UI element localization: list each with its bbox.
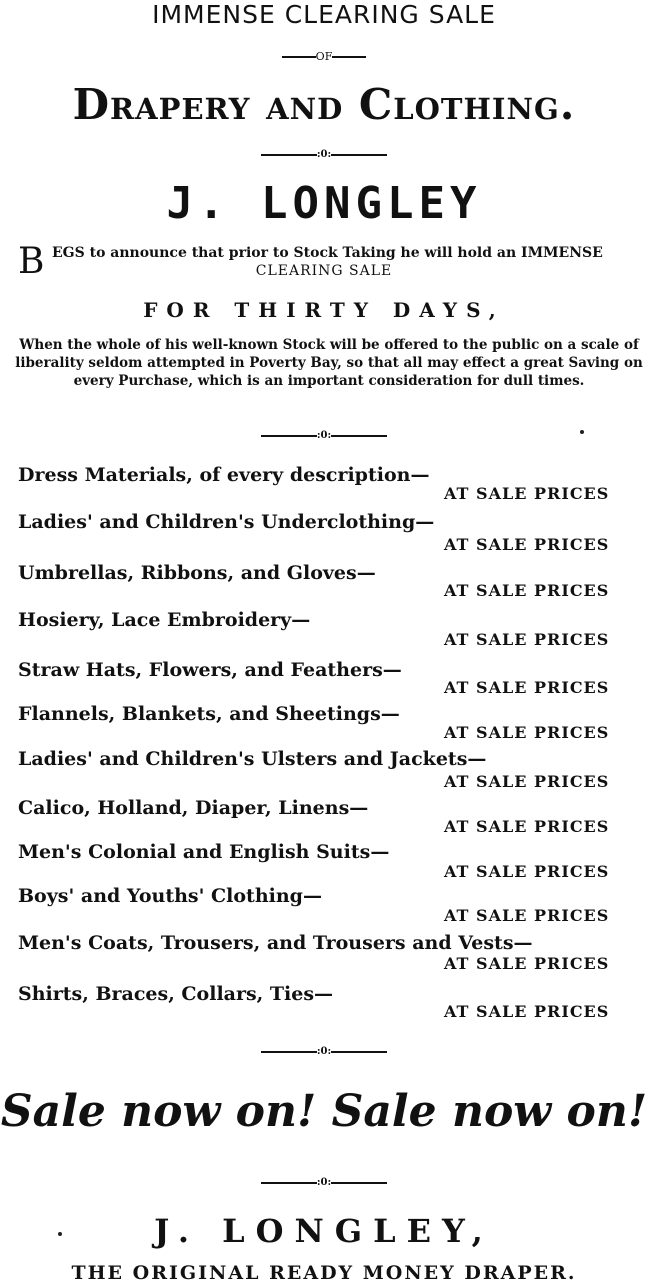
footer-merchant-name: J. LONGLEY, xyxy=(154,1212,494,1250)
list-item-price: AT SALE PRICES xyxy=(444,535,610,554)
merchant-name: J. LONGLEY xyxy=(166,178,482,229)
divider-line xyxy=(261,435,317,437)
list-item-label: Shirts, Braces, Collars, Ties— xyxy=(18,983,334,1005)
list-item-label: Ladies' and Children's Underclothing— xyxy=(18,511,435,533)
divider-line xyxy=(331,1051,387,1053)
divider-mark: :0: xyxy=(316,1046,332,1057)
divider-line xyxy=(261,1182,317,1184)
list-item-label: Ladies' and Children's Ulsters and Jackets— xyxy=(18,748,487,770)
list-item-label: Dress Materials, of every description— xyxy=(18,464,430,486)
section-divider xyxy=(0,149,648,160)
of-label: OF xyxy=(315,50,333,63)
list-item-label: Hosiery, Lace Embroidery— xyxy=(18,609,311,631)
list-item-price: AT SALE PRICES xyxy=(444,1002,610,1021)
list-item-price: AT SALE PRICES xyxy=(444,678,610,697)
footer-tagline: THE ORIGINAL READY MONEY DRAPER. xyxy=(71,1262,577,1284)
section-divider xyxy=(0,430,648,441)
intro-line-1: EGS to announce that prior to Stock Taking he will hold an IMMENSE xyxy=(52,245,603,261)
divider-mark: :0: xyxy=(316,149,332,160)
list-item-price: AT SALE PRICES xyxy=(444,630,610,649)
ink-speck xyxy=(58,1232,62,1236)
divider-line xyxy=(282,56,316,58)
intro-drop-cap: B xyxy=(18,241,45,282)
divider-line xyxy=(331,154,387,156)
list-item-price: AT SALE PRICES xyxy=(444,862,610,881)
headline: IMMENSE CLEARING SALE xyxy=(152,0,496,29)
list-item-label: Men's Colonial and English Suits— xyxy=(18,841,390,863)
list-item-price: AT SALE PRICES xyxy=(444,484,610,503)
list-item-label: Calico, Holland, Diaper, Linens— xyxy=(18,797,369,819)
sale-period: FOR THIRTY DAYS, xyxy=(143,298,505,322)
list-item-label: Straw Hats, Flowers, and Feathers— xyxy=(18,659,402,681)
list-item-price: AT SALE PRICES xyxy=(444,723,610,742)
list-item-label: Boys' and Youths' Clothing— xyxy=(18,885,322,907)
divider-line xyxy=(332,56,366,58)
list-item-price: AT SALE PRICES xyxy=(444,906,610,925)
list-item-label: Men's Coats, Trousers, and Trousers and Vests— xyxy=(18,932,533,954)
divider-line xyxy=(331,1182,387,1184)
divider-line xyxy=(261,154,317,156)
divider-line xyxy=(261,1051,317,1053)
section-divider xyxy=(0,1177,648,1188)
list-item-price: AT SALE PRICES xyxy=(444,581,610,600)
list-item-label: Umbrellas, Ribbons, and Gloves— xyxy=(18,562,376,584)
section-divider xyxy=(0,1046,648,1057)
intro-line-2: CLEARING SALE xyxy=(255,263,393,279)
of-divider xyxy=(0,50,648,63)
list-item-label: Flannels, Blankets, and Sheetings— xyxy=(18,703,400,725)
body-paragraph: When the whole of his well-known Stock will be offered to the public on a scale of liberality seldom attempted in Poverty Bay, so that all may effect a great Saving on every Purchase, which is an important consideration for dull times. xyxy=(15,337,643,389)
ink-speck xyxy=(580,430,584,434)
page-title: Drapery and Clothing. xyxy=(72,80,576,129)
sale-slogan: Sale now on! Sale now on! xyxy=(0,1086,648,1137)
divider-mark: :0: xyxy=(316,1177,332,1188)
list-item-price: AT SALE PRICES xyxy=(444,817,610,836)
divider-mark: :0: xyxy=(316,430,332,441)
list-item-price: AT SALE PRICES xyxy=(444,954,610,973)
divider-line xyxy=(331,435,387,437)
list-item-price: AT SALE PRICES xyxy=(444,772,610,791)
